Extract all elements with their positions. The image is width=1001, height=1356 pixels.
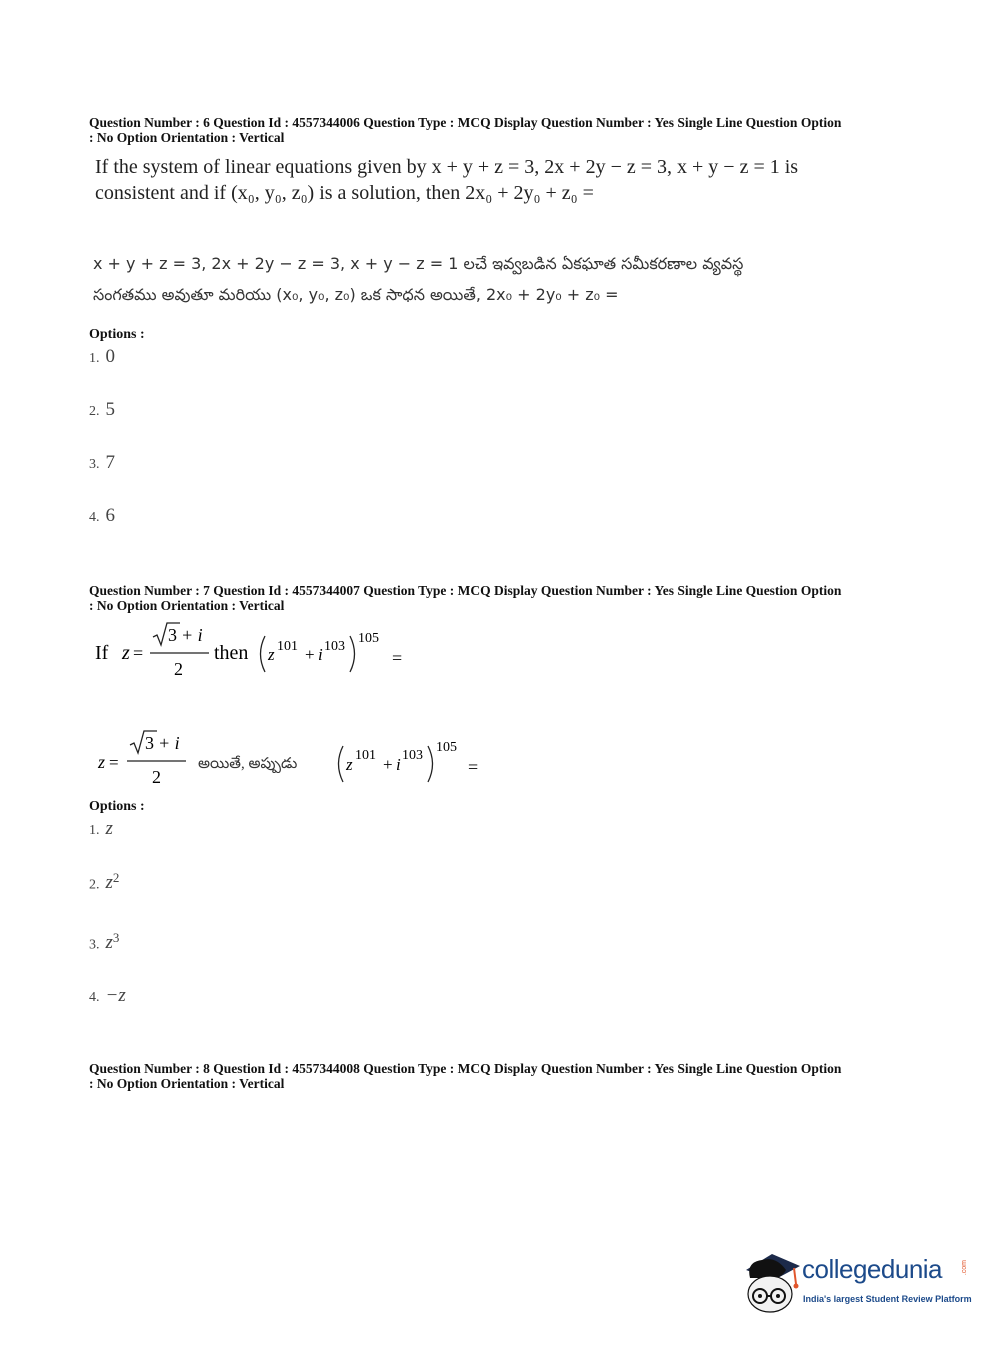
option-number: 1.: [89, 823, 100, 838]
formula-sqrt-number: 3: [145, 733, 154, 753]
formula-plus-i: + i: [158, 733, 180, 753]
formula-result-equals: =: [392, 648, 403, 668]
question-6-meta-line2: : No Option Orientation : Vertical: [89, 130, 285, 145]
question-8-meta-line1: Question Number : 8 Question Id : 4557344008 Question Type : MCQ Display Question Number : Yes Single Line Question Option: [89, 1061, 842, 1076]
question-6-option-3[interactable]: [89, 452, 115, 474]
question-6-options-label: Options :: [89, 327, 145, 342]
option-value: 6: [105, 505, 115, 526]
formula-plus: +: [305, 645, 315, 664]
option-value: z: [105, 872, 113, 894]
formula-plus-i: + i: [181, 625, 203, 645]
question-6-english-line2: consistent and if (x₀, y₀, z₀) is a solution, then 2x₀ + 2y₀ + z₀ =: [95, 182, 594, 204]
formula-exp-103: 103: [324, 639, 345, 654]
formula-z: z: [122, 642, 130, 664]
question-6-option-4[interactable]: [89, 505, 115, 527]
question-6-option-2[interactable]: [89, 399, 115, 421]
formula-denominator: 2: [152, 767, 161, 787]
question-6-meta: [89, 115, 919, 145]
question-6-meta-line1: Question Number : 6 Question Id : 4557344006 Question Type : MCQ Display Question Number : Yes Single Line Question Option: [89, 115, 842, 130]
formula-base-z: z: [268, 645, 275, 664]
logo-mascot-icon: [742, 1248, 802, 1318]
formula-exp-101: 101: [277, 639, 298, 654]
formula-exp-101: 101: [355, 748, 376, 763]
logo-dotcom: .com: [961, 1260, 968, 1276]
formula-equals: =: [133, 643, 144, 663]
formula-if: If: [95, 642, 109, 664]
question-7-option-2[interactable]: [89, 870, 119, 894]
question-6-option-1[interactable]: [89, 346, 115, 368]
question-7-option-1[interactable]: [89, 818, 113, 840]
question-8-meta-line2: : No Option Orientation : Vertical: [89, 1076, 285, 1091]
option-value: 7: [105, 452, 115, 473]
option-number: 1.: [89, 351, 100, 366]
formula-exp-103: 103: [402, 748, 423, 763]
option-value: z: [105, 818, 113, 839]
formula-base-z: z: [346, 755, 353, 774]
option-number: 3.: [89, 457, 100, 472]
formula-denominator: 2: [174, 659, 183, 679]
formula-outer-exp: 105: [358, 631, 379, 646]
option-value: 0: [105, 346, 115, 367]
formula-sqrt-number: 3: [168, 625, 177, 645]
question-6-english-line1: If the system of linear equations given by x + y + z = 3, 2x + 2y − z = 3, x + y − z = 1 is: [95, 156, 799, 178]
question-7-option-4[interactable]: [89, 985, 126, 1007]
option-number: 4.: [89, 990, 100, 1005]
option-value: z: [105, 932, 113, 954]
option-value: −z: [105, 985, 126, 1006]
formula-result-equals: =: [468, 757, 479, 777]
right-paren: [428, 746, 433, 782]
logo-tagline: India's largest Student Review Platform: [803, 1294, 972, 1304]
formula-equals: =: [109, 753, 119, 772]
right-paren: [350, 636, 355, 672]
option-exponent: 3: [112, 930, 120, 945]
logo-wordmark: collegedunia: [802, 1254, 943, 1284]
left-paren: [339, 746, 344, 782]
formula-plus: +: [383, 755, 393, 774]
question-7-options-label: Options :: [89, 799, 145, 814]
question-6-telugu-line1: x + y + z = 3, 2x + 2y − z = 3, x + y − z = 1 లచే ఇవ్వబడిన ఏకఘాత సమీకరణాల వ్యవస్థ: [93, 254, 744, 273]
question-7-meta-line1: Question Number : 7 Question Id : 4557344007 Question Type : MCQ Display Question Number : Yes Single Line Question Option: [89, 583, 842, 598]
left-paren: [261, 636, 266, 672]
formula-base-i: i: [396, 755, 401, 774]
option-number: 4.: [89, 510, 100, 525]
formula-z: z: [98, 752, 106, 772]
formula-base-i: i: [318, 645, 323, 664]
question-7-meta-line2: : No Option Orientation : Vertical: [89, 598, 285, 613]
formula-telugu-text: అయితే, అప్పుడు: [198, 756, 298, 772]
option-exponent: 2: [112, 870, 120, 885]
question-6-telugu: [93, 248, 913, 310]
question-7-english-formula: [92, 620, 432, 682]
option-value: 5: [105, 399, 115, 420]
question-7-meta: [89, 583, 919, 613]
option-number: 3.: [89, 937, 100, 953]
question-8-meta: [89, 1061, 919, 1091]
option-number: 2.: [89, 404, 100, 419]
option-number: 2.: [89, 877, 100, 893]
question-7-option-3[interactable]: [89, 930, 119, 954]
question-6-telugu-line2: సంగతము అవుతూ మరియు (x₀, y₀, z₀) ఒక సాధన అయితే, 2x₀ + 2y₀ + z₀ =: [93, 285, 619, 304]
question-7-telugu-formula: [92, 728, 492, 790]
formula-outer-exp: 105: [436, 740, 457, 755]
collegedunia-logo[interactable]: [742, 1248, 972, 1318]
question-6-english: [95, 154, 895, 206]
formula-then: then: [214, 642, 249, 664]
